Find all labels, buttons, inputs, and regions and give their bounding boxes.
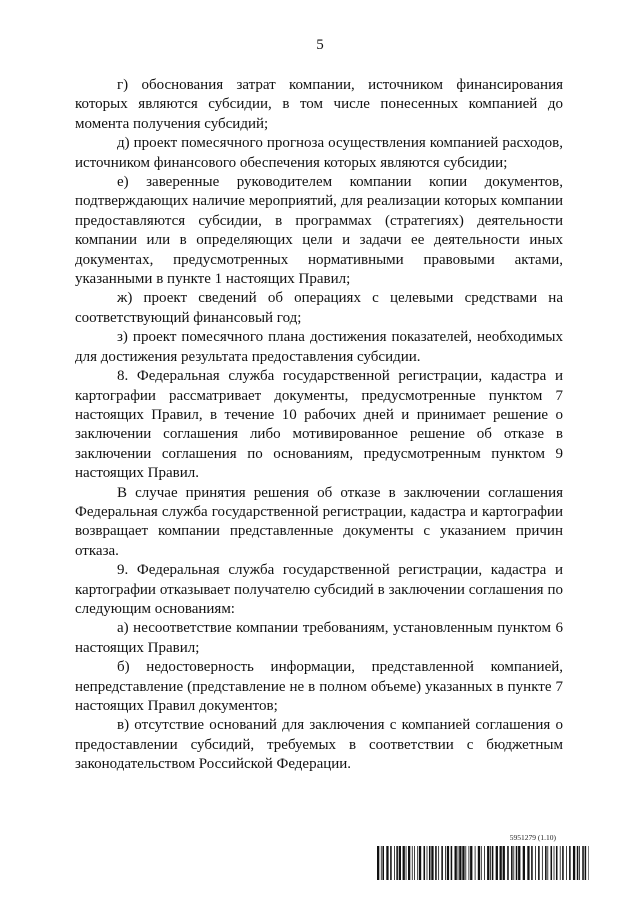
barcode-bar: [445, 846, 446, 880]
barcode-bar: [403, 846, 405, 880]
barcode-bar: [560, 846, 561, 880]
barcode-bar: [431, 846, 433, 880]
clause-g: г) обоснования затрат компании, источником финансирования которых являются субсидии, в том числе понесенных компанией до момента получения субсидий;: [75, 77, 563, 132]
barcode-bar: [562, 846, 564, 880]
barcode-bar: [438, 846, 439, 880]
barcode-bar: [459, 846, 461, 880]
barcode-bar: [396, 846, 398, 880]
barcode-bar: [531, 846, 533, 880]
barcode-bar: [478, 846, 480, 880]
clause-zh: ж) проект сведений об операциях с целевыми средствами на соответствующий финансовый год;: [75, 290, 563, 326]
clause-d: д) проект помесячного прогноза осуществления компанией расходов, источником финансового обеспечения которых являются субсидии;: [75, 135, 563, 171]
barcode-bar: [484, 846, 485, 880]
barcode-bar: [551, 846, 553, 880]
barcode-bar: [429, 846, 431, 880]
barcode-bar: [447, 846, 449, 880]
barcode-bar: [417, 846, 418, 880]
barcode-bar: [475, 846, 476, 880]
barcode-bar: [507, 846, 509, 880]
clause-e: е) заверенные руководителем компании копии документов, подтверждающих наличие мероприятий, для реализации которых компании предоставляются субсидии, в программах (стратегиях) деятельности компании или в определяющих цели и задачи ее деятельности иных документах, предусмотренных нормативными правовыми актами, указанными в пункте 1 настоящих Правил;: [75, 174, 563, 288]
barcode-bar: [435, 846, 437, 880]
barcode-bar: [585, 846, 587, 880]
barcode-bar: [414, 846, 415, 880]
barcode-bar: [573, 846, 575, 880]
barcode-bar: [496, 846, 498, 880]
barcode-bar: [566, 846, 567, 880]
barcode-bar: [419, 846, 421, 880]
barcode-bar: [577, 846, 579, 880]
barcode-bar: [545, 846, 547, 880]
barcode-bar: [465, 846, 466, 880]
clause-z: з) проект помесячного плана достижения показателей, необходимых для достижения результата предоставления субсидии.: [75, 329, 563, 365]
barcode-bar: [535, 846, 536, 880]
barcode-bar: [390, 846, 392, 880]
page-number: 5: [316, 37, 324, 53]
barcode-bar: [527, 846, 529, 880]
barcode-bar: [513, 846, 514, 880]
barcode-bar: [588, 846, 589, 880]
barcode-bar: [538, 846, 540, 880]
clause-a: а) несоответствие компании требованиям, установленным пунктом 6 настоящих Правил;: [75, 620, 563, 656]
barcode-bar: [382, 846, 384, 880]
barcode-bar: [556, 846, 558, 880]
barcode-bar: [579, 846, 580, 880]
barcode-bar: [399, 846, 401, 880]
barcode-bar: [412, 846, 413, 880]
barcode-bar: [458, 846, 459, 880]
barcode-bar: [569, 846, 571, 880]
barcode-bar: [492, 846, 494, 880]
barcode-bar: [511, 846, 513, 880]
barcode-bar: [516, 846, 518, 880]
item-8: 8. Федеральная служба государственной регистрации, кадастра и картографии рассматривает документы, предусмотренные пунктом 7 настоящих Правил, в течение 10 рабочих дней и принимает решение о заключении соглашения либо мотивированное решение об отказе в заключении соглашения по основаниям, предусмотренным пунктом 9 настоящих Правил.: [75, 368, 563, 482]
barcode-bar: [386, 846, 388, 880]
barcode-bar: [451, 846, 453, 880]
barcode-bar: [503, 846, 505, 880]
barcode-bar: [377, 846, 379, 880]
barcode-bar: [381, 846, 382, 880]
barcode-bar: [547, 846, 548, 880]
barcode-bar: [394, 846, 395, 880]
barcode-bar: [462, 846, 464, 880]
barcode-bar: [406, 846, 407, 880]
barcode-bar: [441, 846, 443, 880]
barcode-bar: [582, 846, 584, 880]
item-8-refusal-note: В случае принятия решения об отказе в заключении соглашения Федеральная служба государственной регистрации, кадастра и картографии возвращает компании представленные документы с указанием причин отказа.: [75, 484, 563, 559]
barcode-bar: [481, 846, 482, 880]
barcode: [376, 846, 590, 880]
clause-v: в) отсутствие оснований для заключения с компанией соглашения о предоставлении субсидий, требуемых в соответствии с бюджетным законодательством Российской Федерации.: [75, 717, 563, 773]
barcode-bar: [487, 846, 489, 880]
barcode-bar: [500, 846, 502, 880]
barcode-bar: [469, 846, 470, 880]
barcode-bar: [427, 846, 428, 880]
barcode-bar: [554, 846, 555, 880]
document-code: 5951279 (1.10): [509, 833, 556, 842]
item-9: 9. Федеральная служба государственной регистрации, кадастра и картографии отказывает получателю субсидий в заключении соглашения по следующим основаниям:: [75, 562, 563, 617]
barcode-bar: [542, 846, 543, 880]
barcode-bar: [424, 846, 426, 880]
barcode-bar: [455, 846, 457, 880]
barcode-bar: [408, 846, 410, 880]
barcode-bar: [470, 846, 472, 880]
barcode-bar: [523, 846, 525, 880]
barcode-bar: [518, 846, 520, 880]
clause-b: б) недостоверность информации, представленной компанией, непредставление (представление не в полном объеме) указанных в пункте 7 настоящих Правил документов;: [75, 659, 563, 714]
barcode-bar: [490, 846, 491, 880]
document-body: [75, 76, 563, 775]
